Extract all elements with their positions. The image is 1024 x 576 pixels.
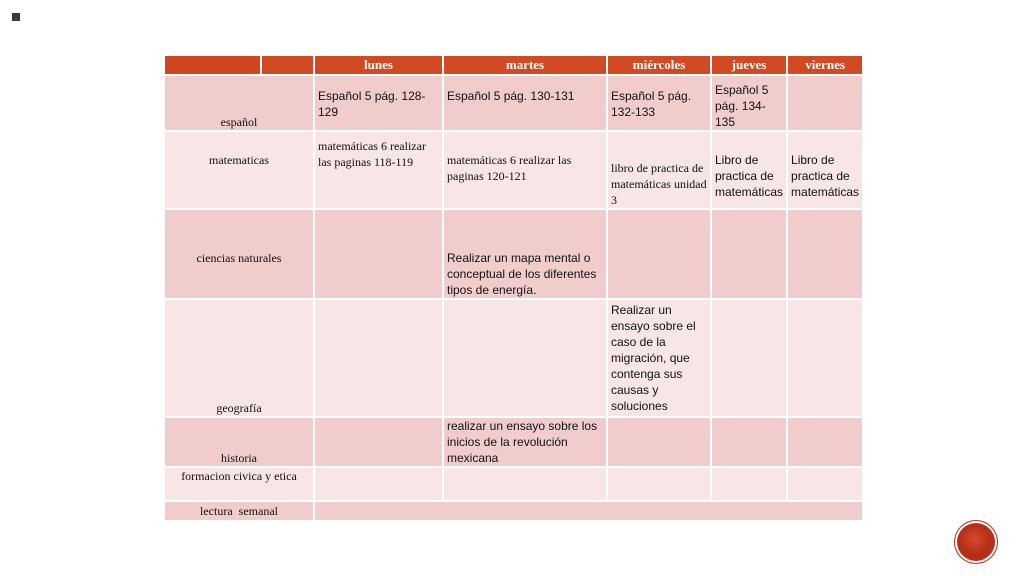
header-day-martes: martes [443, 55, 607, 75]
schedule-cell [443, 299, 607, 417]
schedule-cell [314, 209, 443, 299]
schedule-cell [787, 75, 863, 131]
schedule-cell [314, 299, 443, 417]
next-button-face [961, 527, 991, 557]
header-corner-cell-2 [261, 55, 314, 75]
schedule-cell [711, 299, 787, 417]
schedule-cell [607, 417, 711, 467]
schedule-cell [787, 209, 863, 299]
schedule-cell: realizar un ensayo sobre los inicios de la revolución mexicana [443, 417, 607, 467]
schedule-cell: Español 5 pág. 130-131 [443, 75, 607, 131]
schedule-cell [787, 467, 863, 501]
subject-cell: formacion civica y etica [164, 467, 314, 501]
schedule-cell [711, 417, 787, 467]
table-row [164, 299, 863, 417]
table-row [164, 131, 863, 209]
table-row [164, 417, 863, 467]
schedule-cell: Español 5 pág. 132-133 [607, 75, 711, 131]
schedule-cell [314, 417, 443, 467]
schedule-cell: Realizar un ensayo sobre el caso de la migración, que contenga sus causas y soluciones [607, 299, 711, 417]
schedule-cell-merged [314, 501, 863, 521]
schedule-cell [607, 467, 711, 501]
header-day-lunes: lunes [314, 55, 443, 75]
schedule-cell [607, 209, 711, 299]
circle-next-icon[interactable] [957, 523, 995, 561]
header-day-miercoles: miércoles [607, 55, 711, 75]
slide-corner-marker [12, 13, 20, 21]
schedule-cell: Español 5 pág. 134-135 [711, 75, 787, 131]
subject-cell: matematicas [164, 131, 314, 209]
table-row [164, 75, 863, 131]
schedule-cell [711, 467, 787, 501]
schedule-cell: Libro de practica de matemáticas [787, 131, 863, 209]
schedule-cell: Realizar un mapa mental o conceptual de los diferentes tipos de energía. [443, 209, 607, 299]
subject-cell: ciencias naturales [164, 209, 314, 299]
table-row [164, 209, 863, 299]
weekly-schedule-table [163, 54, 864, 522]
schedule-cell: Español 5 pág. 128-129 [314, 75, 443, 131]
schedule-cell: Libro de practica de matemáticas [711, 131, 787, 209]
schedule-cell: libro de practica de matemáticas unidad 3 [607, 131, 711, 209]
header-row [164, 55, 863, 75]
header-day-jueves: jueves [711, 55, 787, 75]
schedule-cell: matemáticas 6 realizar las paginas 118-119 [314, 131, 443, 209]
schedule-cell [711, 209, 787, 299]
table-row [164, 501, 863, 521]
subject-cell: español [164, 75, 314, 131]
schedule-cell [443, 467, 607, 501]
header-day-viernes: viernes [787, 55, 863, 75]
subject-cell: lectura semanal [164, 501, 314, 521]
schedule-cell: matemáticas 6 realizar las paginas 120-121 [443, 131, 607, 209]
subject-cell: geografía [164, 299, 314, 417]
schedule-cell [787, 417, 863, 467]
header-corner-cell [164, 55, 261, 75]
subject-cell: historia [164, 417, 314, 467]
schedule-cell [787, 299, 863, 417]
table-row [164, 467, 863, 501]
schedule-cell [314, 467, 443, 501]
